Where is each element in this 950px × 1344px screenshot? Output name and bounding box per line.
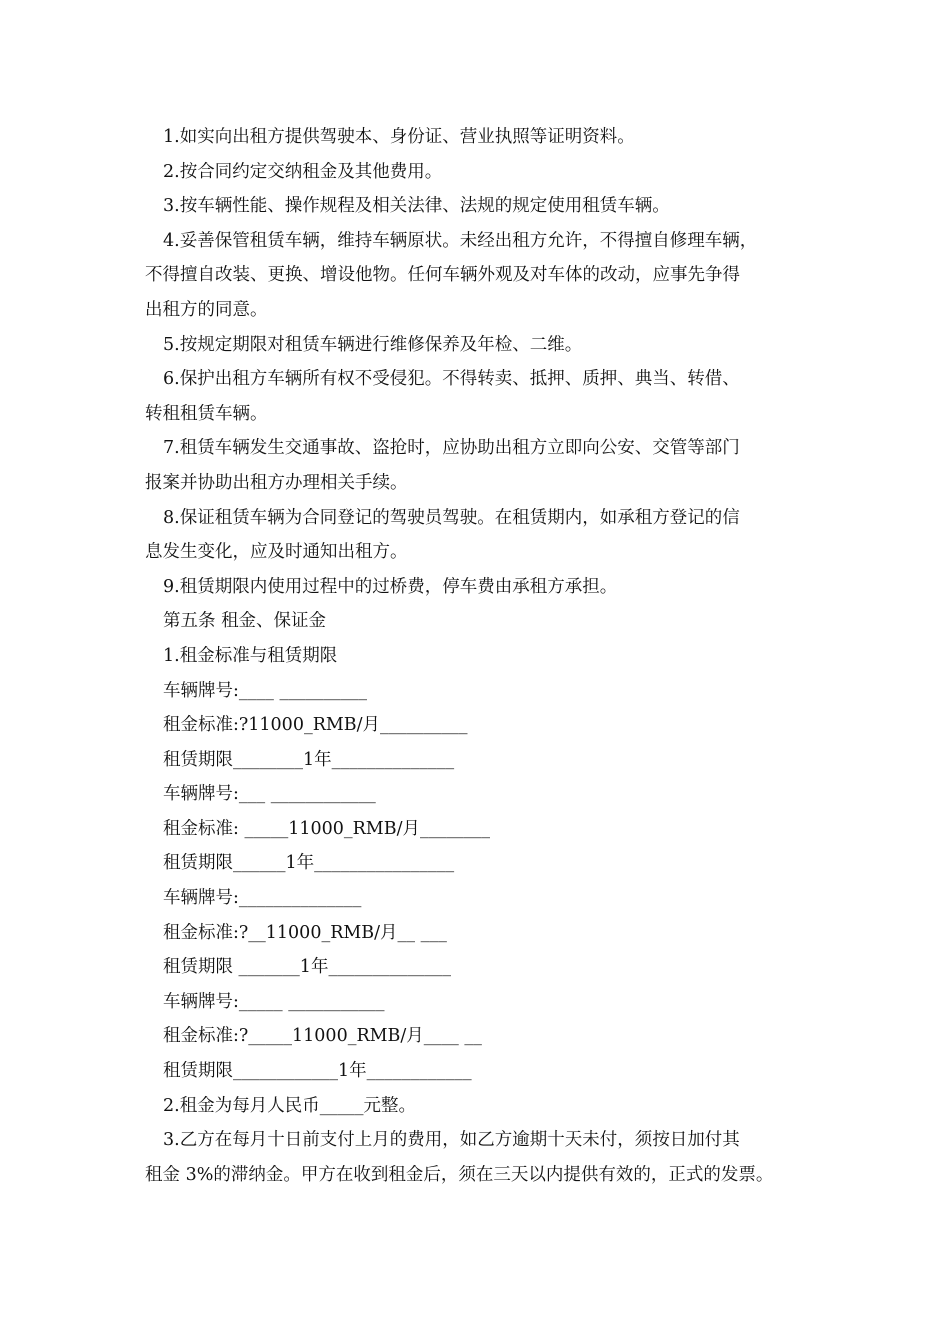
text-line: 租赁期限______1年________________ (163, 853, 455, 874)
text-line: 不得擅自改装、更换、增设他物。任何车辆外观及对车体的改动，应事先争得 (145, 265, 740, 286)
text-line: 车辆牌号:___ ____________ (163, 784, 376, 805)
text-line: 7.租赁车辆发生交通事故、盗抢时，应协助出租方立即向公安、交管等部门 (163, 438, 740, 459)
text-line: 出租方的同意。 (145, 299, 268, 320)
text-line: 1.租金标准与租赁期限 (163, 645, 338, 666)
text-line: 租赁期限________1年______________ (163, 749, 455, 770)
text-line: 租金标准:?_____11000_RMB/月____ __ (163, 1026, 482, 1047)
text-line: 租赁期限 _______1年______________ (163, 957, 451, 978)
text-line: 车辆牌号:______________ (163, 888, 362, 909)
document-body (145, 120, 825, 1192)
text-line: 息发生变化，应及时通知出租方。 (145, 542, 408, 563)
text-line: 租赁期限____________1年____________ (163, 1061, 472, 1082)
text-line: 1.如实向出租方提供驾驶本、身份证、营业执照等证明资料。 (163, 127, 635, 147)
text-line: 报案并协助出租方办理相关手续。 (145, 472, 408, 493)
text-line: 3.乙方在每月十日前支付上月的费用，如乙方逾期十天未付，须按日加付其 (163, 1130, 740, 1151)
text-line: 第五条 租金、保证金 (163, 611, 327, 632)
text-line: 2.按合同约定交纳租金及其他费用。 (163, 161, 443, 182)
text-line: 2.租金为每月人民币_____元整。 (163, 1095, 416, 1116)
text-line: 5.按规定期限对租赁车辆进行维修保养及年检、二维。 (163, 334, 583, 355)
text-line: 租金标准:?__11000_RMB/月__ ___ (163, 922, 447, 943)
text-line: 9.租赁期限内使用过程中的过桥费，停车费由承租方承担。 (163, 576, 618, 597)
text-line: 租金标准: _____11000_RMB/月________ (163, 818, 490, 839)
text-line: 8.保证租赁车辆为合同登记的驾驶员驾驶。在租赁期内，如承租方登记的信 (163, 507, 740, 528)
text-line: 6.保护出租方车辆所有权不受侵犯。不得转卖、抵押、质押、典当、转借、 (163, 369, 740, 390)
text-line: 租金标准:?11000_RMB/月__________ (163, 715, 468, 736)
text-line: 车辆牌号:____ __________ (163, 680, 367, 701)
text-line: 租金 3%的滞纳金。甲方在收到租金后，须在三天以内提供有效的，正式的发票。 (145, 1164, 774, 1185)
text-line: 4.妥善保管租赁车辆，维持车辆原状。未经出租方允许，不得擅自修理车辆， (163, 230, 758, 251)
text-line: 车辆牌号:_____ ___________ (163, 991, 385, 1012)
text-line: 3.按车辆性能、操作规程及相关法律、法规的规定使用租赁车辆。 (163, 196, 670, 217)
text-line: 转租租赁车辆。 (145, 403, 268, 424)
